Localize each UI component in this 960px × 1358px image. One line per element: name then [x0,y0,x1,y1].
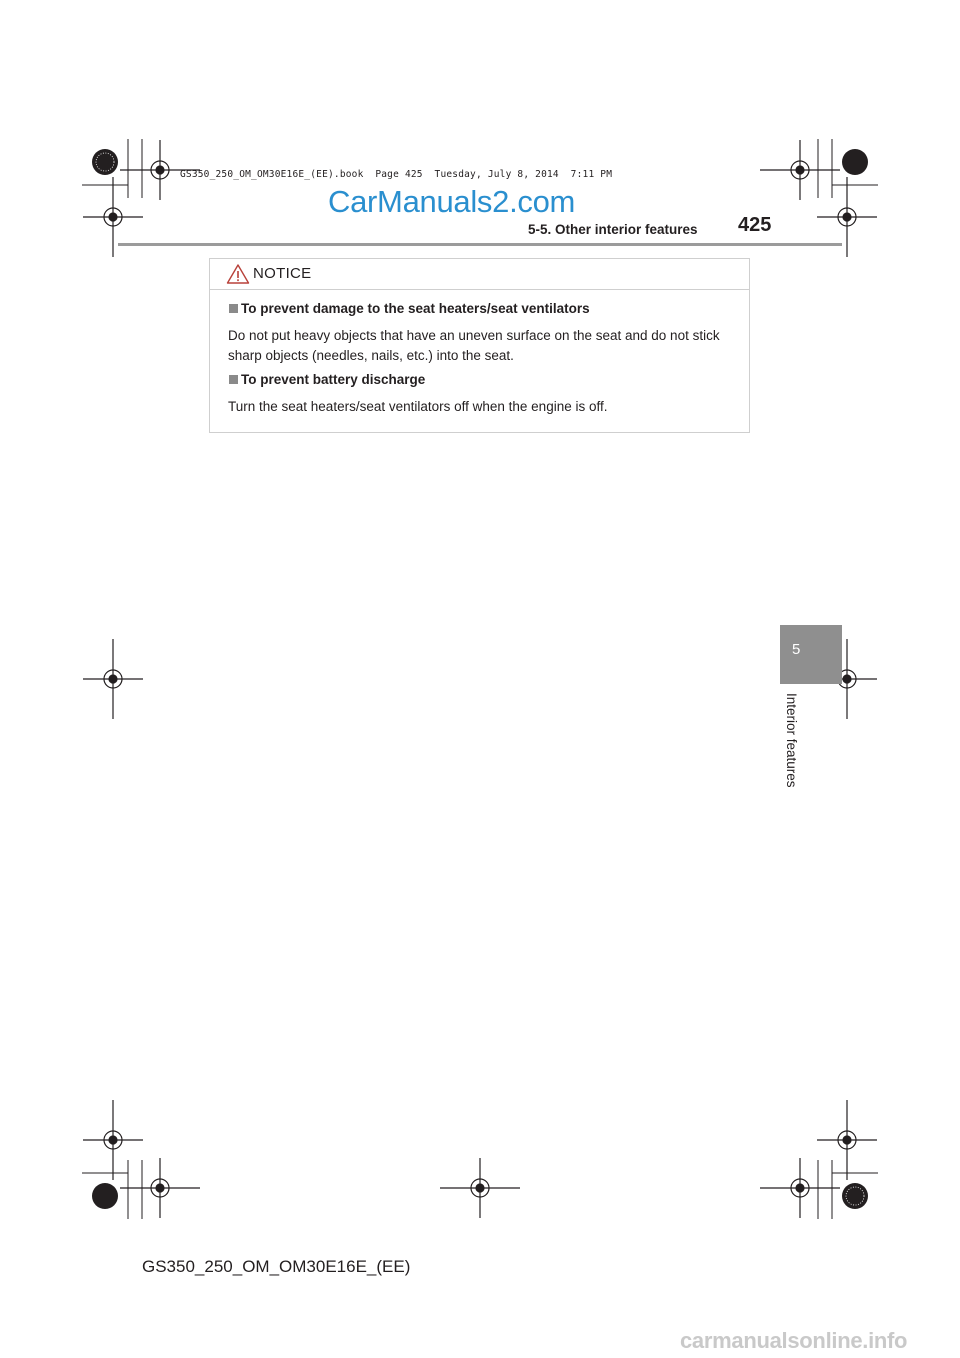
chapter-side-label: Interior features [784,693,799,788]
bullet-square-icon [229,304,238,313]
notice-item-title: To prevent battery discharge [229,372,425,387]
footer-code: GS350_250_OM_OM30E16E_(EE) [142,1257,411,1276]
notice-box [209,258,750,433]
notice-item-body: Turn the seat heaters/seat ventilators off when the engine is off. [228,399,608,414]
watermark-top[interactable]: CarManuals2.com [328,184,576,219]
notice-label: NOTICE [253,265,312,282]
notice-item-title: To prevent damage to the seat heaters/seat ventilators [229,301,590,316]
notice-header [210,259,749,290]
chapter-tab [780,625,842,684]
bullet-square-icon [229,375,238,384]
chapter-number: 5 [792,641,801,658]
section-title: 5-5. Other interior features [528,222,698,237]
header-rule [118,243,842,246]
warning-triangle-icon [226,263,250,285]
page-number: 425 [738,214,772,236]
watermark-bottom[interactable]: carmanualsonline.info [680,1328,908,1353]
book-info-line: GS350_250_OM_OM30E16E_(EE).book Page 425 Tuesday, July 8, 2014 7:11 PM [180,169,613,180]
notice-item-body: Do not put heavy objects that have an uneven surface on the seat and do not stick sharp objects (needles, nails, etc.) into the seat. [228,328,720,363]
